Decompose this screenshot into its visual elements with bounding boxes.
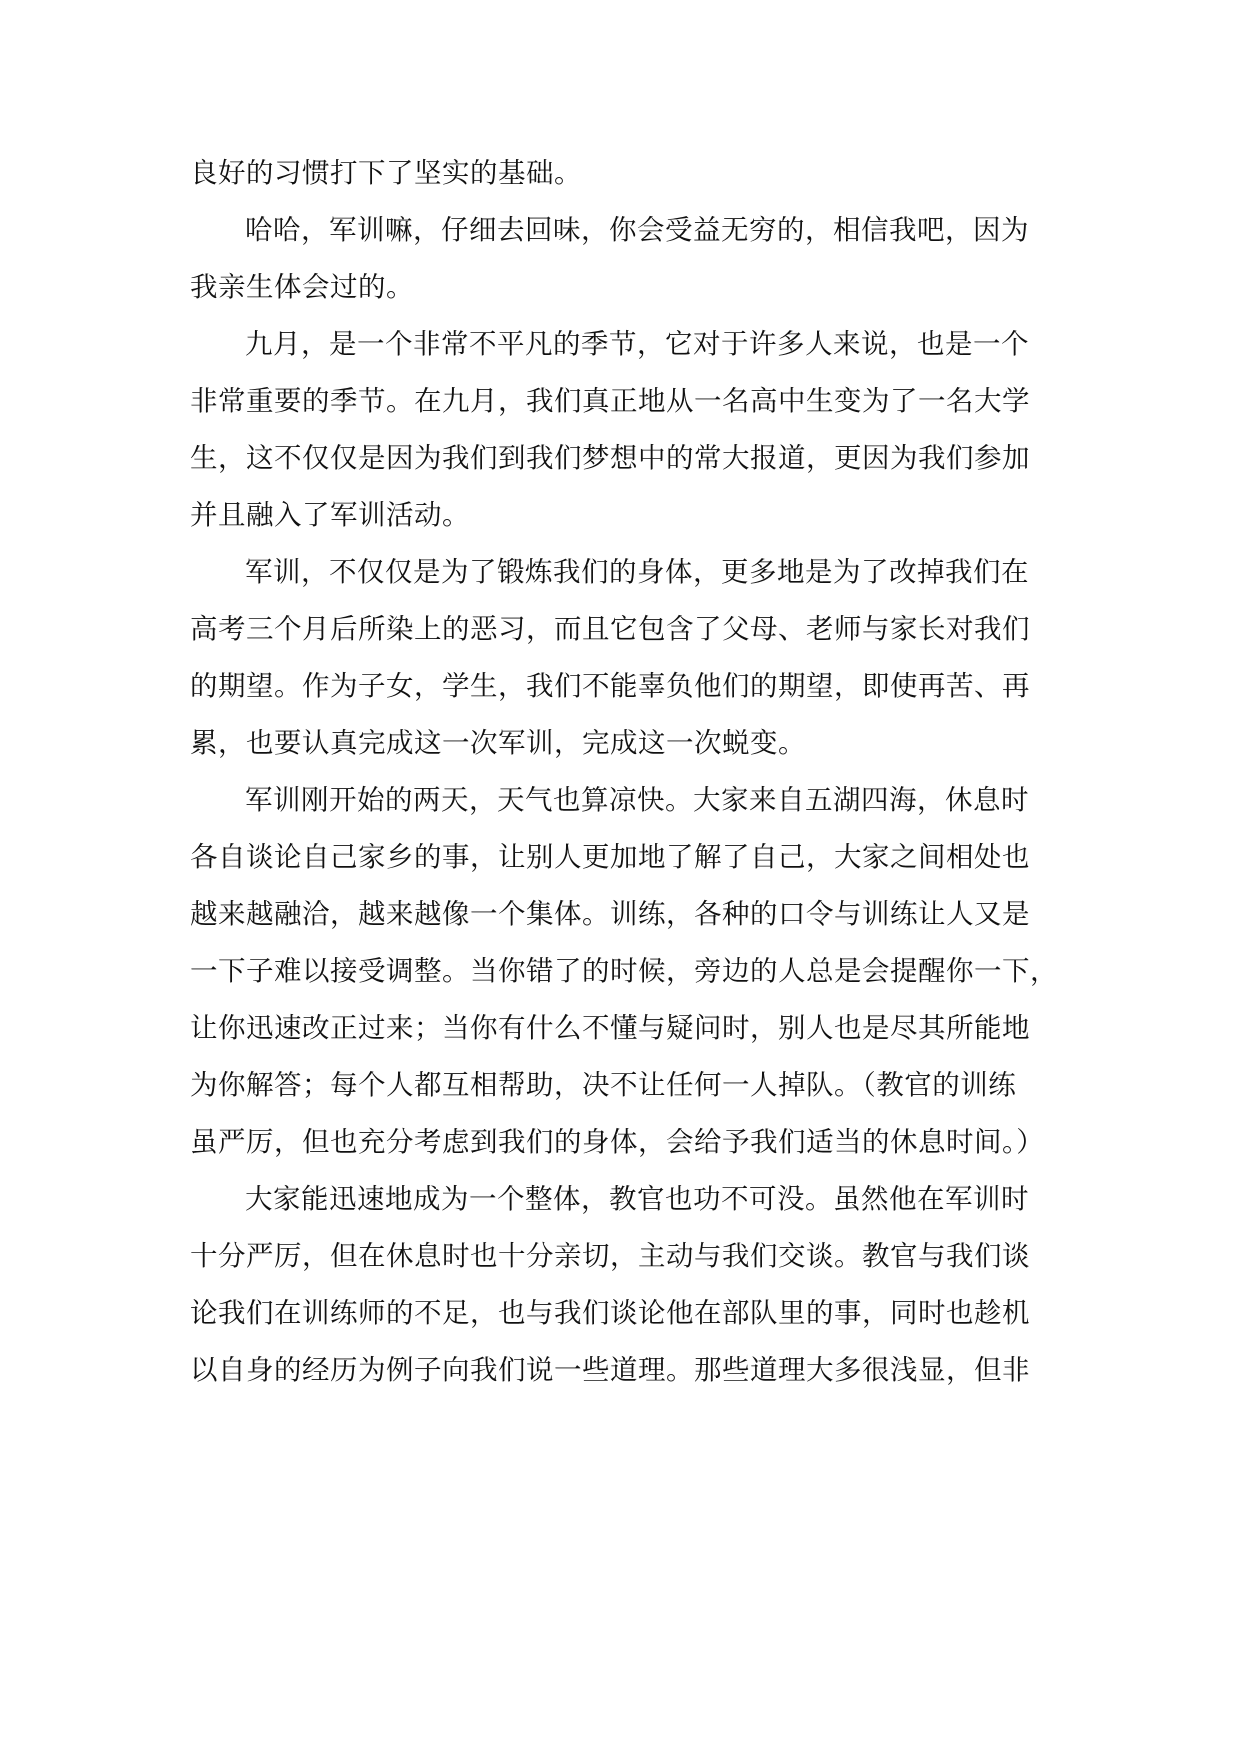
- text-line: 让你迅速改正过来；当你有什么不懂与疑问时，别人也是尽其所能地: [190, 1012, 1030, 1044]
- text-line: 虽严厉，但也充分考虑到我们的身体，会给予我们适当的休息时间。）: [190, 1126, 1045, 1158]
- text-line: 论我们在训练师的不足，也与我们谈论他在部队里的事，同时也趁机: [190, 1297, 1030, 1329]
- text-line: 生，这不仅仅是因为我们到我们梦想中的常大报道，更因为我们参加: [190, 442, 1030, 474]
- text-line: 并且融入了军训活动。: [190, 499, 470, 531]
- text-line: 的期望。作为子女，学生，我们不能辜负他们的期望，即使再苦、再: [190, 670, 1030, 702]
- text-line: 以自身的经历为例子向我们说一些道理。那些道理大多很浅显，但非: [190, 1354, 1030, 1386]
- paragraph-first-line: 哈哈，军训嘛，仔细去回味，你会受益无穷的，相信我吧，因为: [245, 214, 1029, 246]
- paragraph-first-line: 军训刚开始的两天，天气也算凉快。大家来自五湖四海，休息时: [245, 784, 1029, 816]
- text-line: 良好的习惯打下了坚实的基础。: [190, 157, 582, 189]
- paragraph-first-line: 大家能迅速地成为一个整体，教官也功不可没。虽然他在军训时: [245, 1183, 1029, 1215]
- text-line: 一下子难以接受调整。当你错了的时候，旁边的人总是会提醒你一下，: [190, 955, 1058, 987]
- paragraph-first-line: 军训，不仅仅是为了锻炼我们的身体，更多地是为了改掉我们在: [245, 556, 1029, 588]
- text-line: 我亲生体会过的。: [190, 271, 414, 303]
- paragraph-first-line: 九月，是一个非常不平凡的季节，它对于许多人来说，也是一个: [245, 328, 1029, 360]
- text-line: 越来越融洽，越来越像一个集体。训练，各种的口令与训练让人又是: [190, 898, 1030, 930]
- text-line: 高考三个月后所染上的恶习，而且它包含了父母、老师与家长对我们: [190, 613, 1030, 645]
- text-line: 累，也要认真完成这一次军训，完成这一次蜕变。: [190, 727, 806, 759]
- text-line: 十分严厉，但在休息时也十分亲切，主动与我们交谈。教官与我们谈: [190, 1240, 1030, 1272]
- text-line: 为你解答；每个人都互相帮助，决不让任何一人掉队。（教官的训练: [190, 1069, 1017, 1101]
- text-line: 各自谈论自己家乡的事，让别人更加地了解了自己，大家之间相处也: [190, 841, 1030, 873]
- text-line: 非常重要的季节。在九月，我们真正地从一名高中生变为了一名大学: [190, 385, 1030, 417]
